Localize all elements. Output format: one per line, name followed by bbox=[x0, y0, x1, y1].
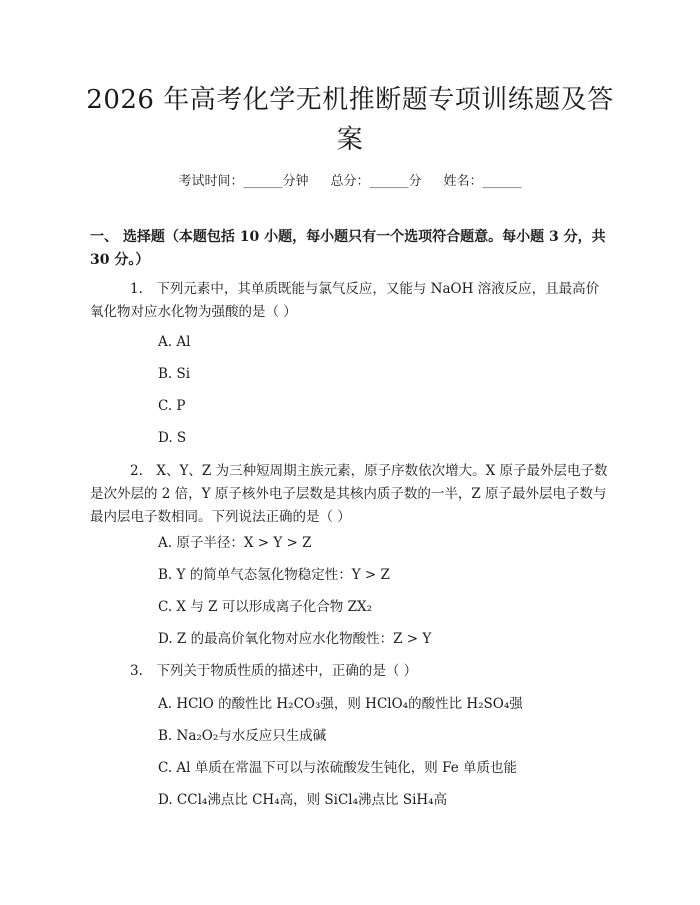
question-3-option-d: D. CCl₄沸点比 CH₄高，则 SiCl₄沸点比 SiH₄高 bbox=[158, 792, 448, 808]
question-2-option-a: A. 原子半径：X > Y > Z bbox=[158, 535, 312, 551]
question-3-option-b: B. Na₂O₂与水反应只生成碱 bbox=[158, 728, 327, 744]
question-3-option-a: A. HClO 的酸性比 H₂CO₃强，则 HClO₄的酸性比 H₂SO₄强 bbox=[158, 696, 523, 712]
question-2-option-d: D. Z 的最高价氧化物对应水化物酸性：Z > Y bbox=[158, 631, 432, 647]
page-title bbox=[70, 80, 630, 160]
student-name-label: 姓名：______ bbox=[443, 174, 522, 189]
question-1-option-c: C. P bbox=[158, 398, 186, 414]
question-3-option-c: C. Al 单质在常温下可以与浓硫酸发生钝化，则 Fe 单质也能 bbox=[158, 760, 517, 776]
section-heading: 一、 选择题（本题包括 10 小题，每小题只有一个选项符合题意。每小题 3 分，共 30 分。） bbox=[90, 229, 606, 268]
question-3-stem: 3. 下列关于物质性质的描述中，正确的是（ ） bbox=[130, 663, 418, 679]
exam-info bbox=[0, 170, 700, 189]
question-2-option-c: C. X 与 Z 可以形成离子化合物 ZX₂ bbox=[158, 599, 372, 615]
question-1-option-b: B. Si bbox=[158, 366, 191, 382]
question-1-option-d: D. S bbox=[158, 430, 187, 446]
total-score-label: 总分：______分 bbox=[330, 174, 422, 189]
exam-time-label: 考试时间：______分钟 bbox=[178, 174, 309, 189]
title-line-1: 2026 年高考化学无机推断题专项训练题及答 bbox=[86, 85, 614, 115]
question-1-stem: 1. 下列元素中，其单质既能与氯气反应，又能与 NaOH 溶液反应，且最高价氧化物对应水化物为强酸的是（ ） bbox=[90, 281, 600, 320]
question-2-option-b: B. Y 的简单气态氢化物稳定性：Y > Z bbox=[158, 567, 390, 583]
title-line-2: 案 bbox=[336, 125, 364, 155]
question-2-stem: 2. X、Y、Z 为三种短周期主族元素，原子序数依次增大。X 原子最外层电子数是次外层的 2 倍，Y 原子核外电子层数是其核内质子数的一半，Z 原子最外层电子数与最内层电子数相同。下列说法正确的是（ ） bbox=[90, 463, 608, 525]
question-1-option-a: A. Al bbox=[158, 334, 191, 350]
